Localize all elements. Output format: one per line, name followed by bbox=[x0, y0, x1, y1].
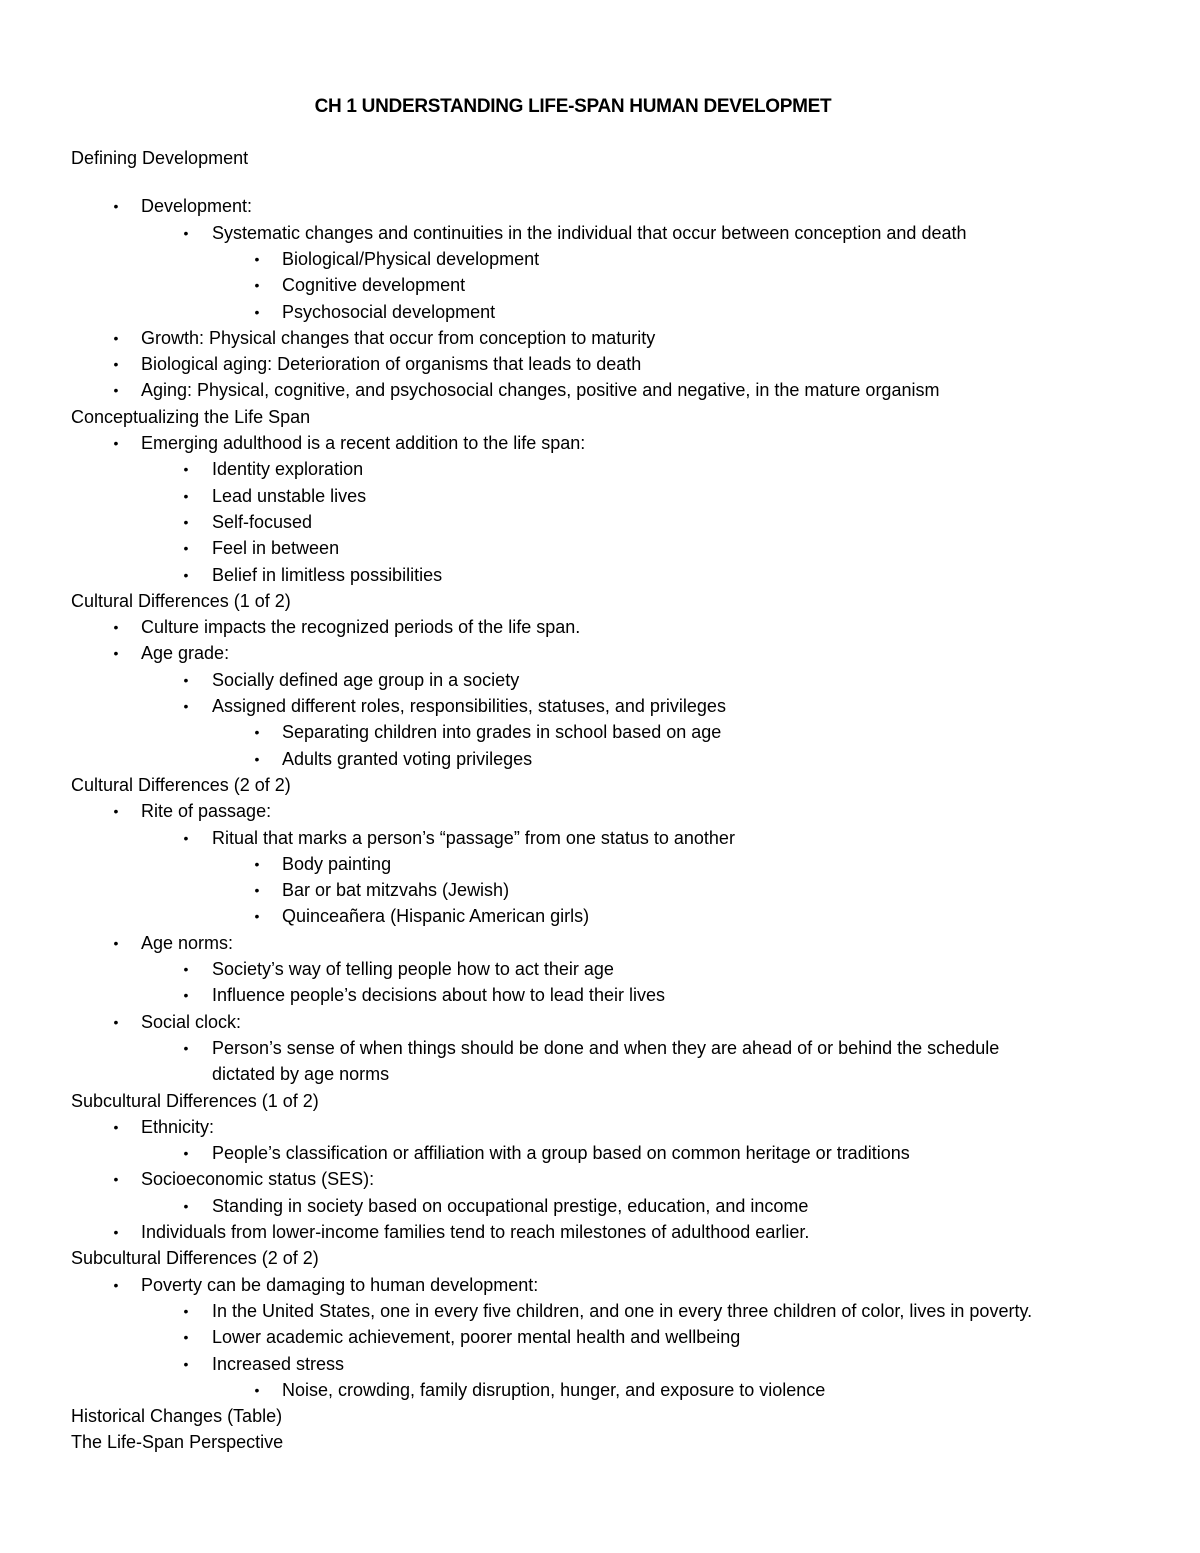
section-heading-text: Subcultural Differences (1 of 2) bbox=[71, 1090, 319, 1111]
list-item-text: Growth: Physical changes that occur from conception to maturity bbox=[141, 327, 656, 348]
bullet-icon: • bbox=[183, 1302, 189, 1319]
section-heading-text: The Life-Span Perspective bbox=[71, 1432, 284, 1453]
list-item-text: Rite of passage: bbox=[141, 801, 272, 822]
bullet-icon: • bbox=[183, 1145, 189, 1162]
bullet-icon: • bbox=[183, 487, 189, 504]
list-item-text: Noise, crowding, family disruption, hunger, and exposure to violence bbox=[282, 1379, 826, 1400]
list-item-text: Cognitive development bbox=[282, 275, 466, 296]
bullet-icon: • bbox=[183, 961, 189, 977]
bullet-icon: • bbox=[113, 645, 119, 662]
section-heading-text: Conceptualizing the Life Span bbox=[71, 406, 311, 427]
list-item-text: Poverty can be damaging to human development: bbox=[141, 1274, 539, 1295]
list-item-text: Culture impacts the recognized periods of the life span. bbox=[141, 617, 581, 638]
bullet-icon: • bbox=[113, 435, 119, 451]
list-item-text: Development: bbox=[141, 196, 253, 217]
list-item-text: Lead unstable lives bbox=[212, 485, 367, 506]
section-heading-text: Subcultural Differences (2 of 2) bbox=[71, 1248, 319, 1269]
bullet-icon: • bbox=[113, 619, 119, 636]
bullet-icon: • bbox=[183, 829, 189, 846]
bullet-icon: • bbox=[113, 1013, 119, 1030]
bullet-icon: • bbox=[113, 1118, 119, 1135]
bullet-icon: • bbox=[254, 855, 260, 872]
bullet-icon: • bbox=[113, 382, 119, 399]
bullet-icon: • bbox=[183, 1039, 189, 1056]
list-item-text: Feel in between bbox=[212, 538, 340, 559]
list-item-text: Emerging adulthood is a recent addition to the life span: bbox=[141, 433, 586, 453]
section-heading-text: Historical Changes (Table) bbox=[71, 1406, 283, 1427]
list-item-text: Bar or bat mitzvahs (Jewish) bbox=[282, 880, 510, 901]
bullet-icon: • bbox=[254, 1381, 260, 1398]
bullet-icon: • bbox=[183, 461, 189, 478]
bullet-icon: • bbox=[183, 987, 189, 1004]
bullet-icon: • bbox=[113, 1224, 119, 1240]
list-item-text: Separating children into grades in school based on age bbox=[282, 722, 722, 743]
bullet-icon: • bbox=[113, 329, 119, 346]
list-item-text: Quinceañera (Hispanic American girls) bbox=[282, 906, 590, 927]
bullet-icon: • bbox=[113, 934, 119, 951]
bullet-icon: • bbox=[183, 566, 189, 583]
section-heading-text: Cultural Differences (2 of 2) bbox=[71, 774, 291, 795]
list-item-text: Age grade: bbox=[141, 643, 230, 664]
bullet-icon: • bbox=[254, 303, 260, 320]
list-item-text: Social clock: bbox=[141, 1011, 242, 1032]
list-item-text: Ethnicity: bbox=[141, 1116, 215, 1137]
list-item-text: dictated by age norms bbox=[212, 1064, 390, 1085]
bullet-icon: • bbox=[254, 882, 260, 899]
bullet-icon: • bbox=[183, 540, 189, 557]
list-item-text: Body painting bbox=[282, 853, 392, 874]
list-item-text: Belief in limitless possibilities bbox=[212, 564, 443, 585]
bullet-icon: • bbox=[113, 198, 119, 215]
list-item-text: Adults granted voting privileges bbox=[282, 748, 533, 769]
bullet-icon: • bbox=[183, 513, 189, 530]
list-item-text: Self-focused bbox=[212, 511, 313, 532]
list-item-text: Ritual that marks a person’s “passage” from one status to another bbox=[212, 827, 735, 848]
list-item-text: In the United States, one in every five children, and one in every three children of color, lives in poverty. bbox=[212, 1300, 1033, 1321]
list-item-text: Society’s way of telling people how to act their age bbox=[212, 959, 614, 979]
bullet-icon: • bbox=[183, 1329, 189, 1346]
list-item-text: Identity exploration bbox=[212, 459, 364, 480]
bullet-icon: • bbox=[183, 671, 189, 688]
bullet-icon: • bbox=[113, 803, 119, 820]
bullet-icon: • bbox=[183, 1197, 189, 1214]
section-heading-text: Defining Development bbox=[71, 148, 249, 168]
list-item-text: Lower academic achievement, poorer mental health and wellbeing bbox=[212, 1327, 741, 1348]
list-item-text: Socioeconomic status (SES): bbox=[141, 1169, 375, 1190]
bullet-icon: • bbox=[254, 250, 260, 267]
section-heading-text: Cultural Differences (1 of 2) bbox=[71, 590, 291, 611]
list-item-text: Aging: Physical, cognitive, and psychosocial changes, positive and negative, in the mature organism bbox=[141, 380, 940, 401]
bullet-icon: • bbox=[113, 356, 119, 373]
list-item-text: Standing in society based on occupational prestige, education, and income bbox=[212, 1195, 809, 1216]
bullet-icon: • bbox=[113, 1276, 119, 1293]
bullet-icon: • bbox=[254, 277, 260, 294]
list-item-text: Assigned different roles, responsibilities, statuses, and privileges bbox=[212, 696, 726, 716]
bullet-icon: • bbox=[183, 224, 189, 241]
list-item-text: Influence people’s decisions about how to lead their lives bbox=[212, 985, 665, 1006]
list-item-text: Systematic changes and continuities in the individual that occur between conception and death bbox=[212, 222, 967, 243]
list-item-text: Person’s sense of when things should be done and when they are ahead of or behind the schedule bbox=[212, 1037, 1000, 1058]
list-item-text: Biological/Physical development bbox=[282, 248, 540, 269]
bullet-icon: • bbox=[254, 908, 260, 925]
list-item-text: Socially defined age group in a society bbox=[212, 669, 520, 690]
list-item-text: Age norms: bbox=[141, 932, 234, 953]
list-item-text: Biological aging: Deterioration of organisms that leads to death bbox=[141, 354, 642, 375]
list-item-text: Increased stress bbox=[212, 1353, 345, 1374]
bullet-icon: • bbox=[113, 1171, 119, 1188]
bullet-icon: • bbox=[183, 1355, 189, 1372]
list-item-text: Individuals from lower-income families tend to reach milestones of adulthood earlier. bbox=[141, 1222, 810, 1242]
document-title: CH 1 UNDERSTANDING LIFE-SPAN HUMAN DEVELOPMET bbox=[314, 96, 832, 117]
list-item-text: Psychosocial development bbox=[282, 301, 496, 322]
list-item-text: People’s classification or affiliation with a group based on common heritage or traditions bbox=[212, 1143, 910, 1164]
bullet-icon: • bbox=[254, 724, 260, 741]
bullet-icon: • bbox=[254, 750, 260, 767]
bullet-icon: • bbox=[183, 698, 189, 714]
